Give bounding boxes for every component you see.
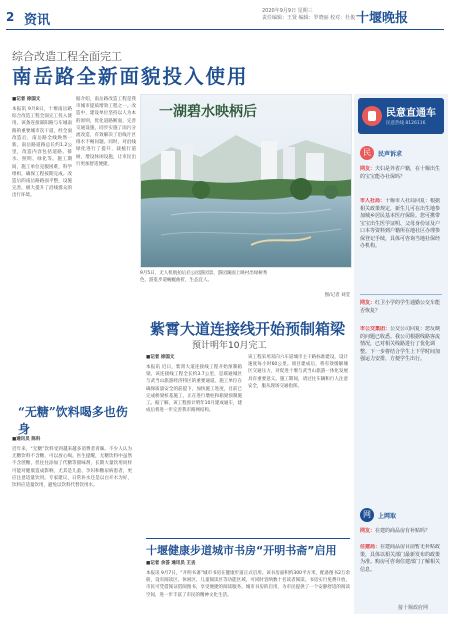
question-1-tag: 网友： [360, 166, 376, 172]
hotline-brand [358, 98, 444, 134]
section-name: 资讯 [24, 13, 51, 28]
answer-1-tag: 市人社局： [360, 198, 386, 204]
question-3-text: 在建的商品房有补贴吗？ [375, 528, 431, 534]
header-rule [6, 29, 444, 30]
answer-1 [360, 198, 442, 290]
page-number: 2 [6, 10, 15, 24]
question-2-tag: 网友： [360, 300, 376, 306]
water-article-body: 近年来，“无糖”饮料受到越来越多消费者青睐。不少人认为无糖饮料不含糖，可以放心喝。医生提醒，无糖饮料中虽然不含蔗糖，但往往添加了代糖等甜味剂，长期大量饮用同样可能对健康造成影响，尤其是儿童、孕妇和糖尿病患者，更应注意适量饮用。专家建议，日常补水还是以白开水为好，饮料应适量饮用，避免以饮料代替饮用水。 [12, 447, 132, 489]
answer-2-text: 公交公司回复：您反映的问题已收悉。我公司根据线路客流情况，已对相关线路进行了优化调整。下一步将结合学生上下学时间加强运力安排，方便学生出行。 [360, 326, 441, 362]
road-article-body-col1: 本报讯 近日，紫霄大道连接线工程开始预制箱梁。该连接线工程全长约3.7公里，是联通城区与武当山旅游经济特区的重要通道。施工单位在确保质量安全的前提下，加快施工进度，目前已完成桥梁桩基施工，正在进行墩柱和箱梁预制施工。据了解，该工程预计明年10月建成通车，建成后将进一步完善我市路网结构。 [146, 365, 242, 414]
voice-badge-icon: 民 [360, 146, 374, 160]
photo-caption: 9月5日，无人机航拍后启公园游园景，游园湖面上映衬出绿树秀色，游览步道蜿蜒曲折，生态宜人。 [140, 271, 268, 283]
question-2-text: 红卫小学的学生通勤公交车能否恢复？ [360, 300, 441, 314]
reply-badge-icon: 网 [360, 508, 374, 522]
article-body-col2: 据介绍，南岳路改造工程是我市城市提质增效工程之一。改造中，建设单位坚持以人为本的原则，优化道路断面，完善交通设施，同步实施了雨污分流改造，有效解决了沿线片区排水不畅问题。同时，对沿线绿化进行了提升，栽植行道树，增设休闲设施，让市民出行更加舒适便捷。 [76, 97, 136, 167]
hotline-title: 民意直通车 [386, 108, 436, 119]
road-article-body-col2: 该工程采用双向六车道城市主干路标准建设，设计速度每小时60公里。项目建成后，将有效缓解城区交通压力，对促进十堰与武当山旅游一体化发展具有重要意义。施工期间，请过往车辆和行人注意安全，服从现场交通指挥。 [248, 355, 348, 389]
library-article-title: 十堰健康步道城市书房“开明书斋”启用 [146, 544, 337, 557]
date-line [262, 8, 355, 22]
section-divider [146, 538, 350, 539]
newspaper-logo: 十堰晚报 [356, 11, 409, 26]
road-article-subtitle: 预计明年10月完工 [192, 341, 267, 351]
article-headline: 南岳路全新面貌投入使用 [12, 65, 249, 88]
question-1-text: 夫妇是外省户籍，在十堰出生的宝宝能办社保吗？ [360, 166, 441, 180]
article-kicker: 综合改造工程全面完工 [12, 50, 122, 63]
library-article-byline: ■记者 余荟 通讯员 王丢 [146, 561, 196, 566]
answer-2-tag: 市公交集团： [360, 326, 391, 332]
water-article-title: “无糖”饮料喝多也伤身 [18, 405, 128, 436]
hotline-sidebar [354, 94, 448, 614]
panel-footer: 接十堰政府网 [398, 605, 429, 611]
road-article-byline: ■记者 徐国文 [146, 355, 175, 360]
road-article-title: 紫霄大道连接线开始预制箱梁 [150, 320, 346, 338]
photo-credit: 图/记者 刘莹 [324, 293, 350, 298]
question-3-tag: 网友： [360, 528, 376, 534]
question-3 [360, 528, 442, 536]
article-byline: ■记者 徐国文 [12, 97, 41, 102]
photo-title: 一湖碧水映柄后 [159, 104, 257, 120]
answer-3 [360, 544, 442, 602]
article-body-col1: 本报讯 9月8日，十堰南岳路综合改造工程全面完工投入使用。该条连接郧阳路与车城南路的重要城市次干道，经全面改造后，南岳路全线焕然一新。南岳路道路总长约1.2公里，改造内容包括道路、排水、照明、绿化等。施工期间，施工单位克服困难，科学组织，确保工程按期完成。改造后的南岳路路面平整，设施完善，极大提升了沿线群众的出行环境。 [12, 107, 72, 199]
voice-label: 民声诉求 [378, 151, 403, 158]
question-2 [360, 300, 442, 315]
editor-text: 责任编辑：王贤 编辑：罗晓丽 校对：杜俊 [262, 15, 356, 21]
reply-label: 上网取 [378, 513, 397, 520]
lake-photo [140, 94, 352, 268]
date-text: 2020年9月9日 星期三 [262, 8, 313, 14]
water-article-byline: ■通讯员 陈科 [12, 437, 41, 442]
hotline-number: 民意热线 8126116 [386, 121, 426, 126]
answer-2 [360, 326, 442, 476]
library-article-body: 本报讯 9月7日，“开明书斋”城市书房在健康步道正式启用。该书房面积约300平方米，配备图书2万余册，设有阅读区、休闲区、儿童阅读区等功能区域，可同时容纳数十名读者阅读。书房实行免费开放，市民可凭借阅证借阅图书，享受便捷的阅读服务。城市书房的启用，为市民提供了一个安静舒适的阅读空间，进一步丰富了市民的精神文化生活。 [146, 571, 350, 598]
panel-divider-1 [360, 294, 442, 295]
page-header [0, 0, 450, 44]
answer-1-text: 十堰市人社局回复：根据相关政策规定，新生儿可在出生地参加城乡居民基本医疗保险。您可携带宝宝出生医学证明、父母身份证及户口本等资料到户籍所在地社区办理参保登记手续，具体可咨询当地社保经办机构。 [360, 198, 441, 249]
answer-3-text: 在建商品房目前暂无补贴政策，具体以相关部门最新发布的政策为准。购房可咨询住建部门了解相关信息。 [360, 544, 441, 573]
question-1 [360, 166, 442, 181]
answer-3-tag: 住建局： [360, 544, 381, 550]
